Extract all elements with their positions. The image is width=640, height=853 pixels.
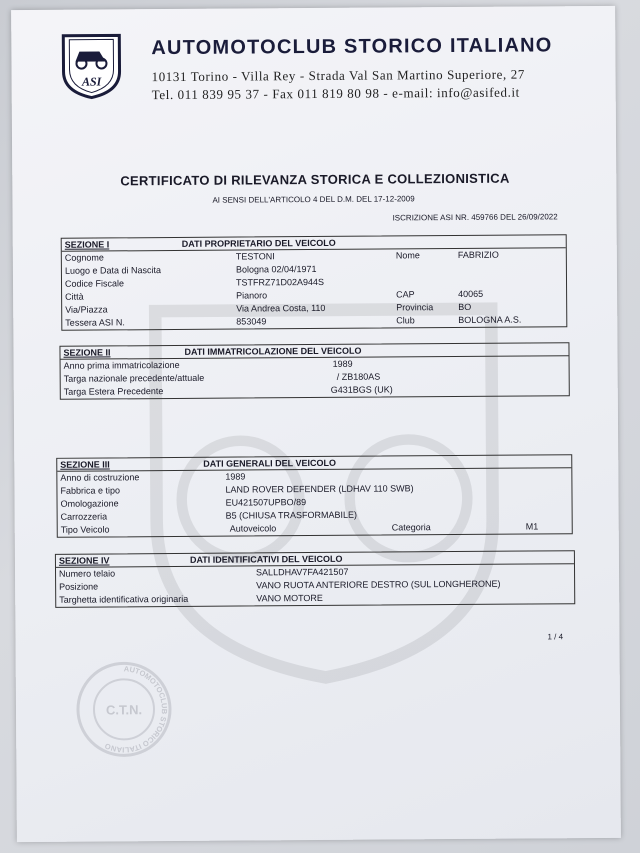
- table-row: Tessera ASI N. 853049 Club BOLOGNA A.S.: [65, 314, 522, 328]
- page-number: 1 / 4: [547, 632, 564, 642]
- section-registration: [59, 342, 569, 400]
- registration-number: ISCRIZIONE ASI NR. 459766 DEL 26/09/2022: [392, 212, 558, 223]
- certificate-page: [11, 6, 621, 842]
- section-title: DATI IMMATRICOLAZIONE DEL VEICOLO: [184, 345, 362, 357]
- document-title: CERTIFICATO DI RILEVANZA STORICA E COLLEZIONISTICA: [120, 170, 510, 189]
- embossed-stamp: [74, 659, 175, 760]
- svg-text:C.T.N.: C.T.N.: [105, 702, 143, 718]
- table-row: Anno prima immatricolazione 1989: [63, 358, 353, 371]
- svg-text:ASI: ASI: [81, 74, 102, 89]
- svg-text:AUTOMOTOCLUB STORICO ITALIANO: AUTOMOTOCLUB STORICO ITALIANO: [103, 664, 170, 755]
- section-title: DATI IDENTIFICATIVI DEL VEICOLO: [189, 553, 343, 565]
- table-row: Targa Estera Precedente G431BGS (UK): [63, 384, 393, 397]
- table-row: Codice Fiscale TSTFRZ71D02A944S: [64, 276, 325, 289]
- table-row: Targa nazionale precedente/attuale / ZB180AS: [63, 371, 381, 384]
- table-row: Via/Piazza Via Andrea Costa, 110 Provincia BO: [65, 301, 472, 315]
- section-general: [56, 454, 573, 538]
- asi-logo: [59, 31, 123, 99]
- table-row: Fabbrica e tipo LAND ROVER DEFENDER (LDHAV 110 SWB): [60, 483, 414, 496]
- table-row: Numero telaio SALLDHAV7FA421507: [59, 566, 349, 579]
- section-title: DATI PROPRIETARIO DEL VEICOLO: [181, 237, 336, 249]
- table-row: Carrozzeria B5 (CHIUSA TRASFORMABILE): [60, 509, 358, 522]
- org-contact: Tel. 011 839 95 37 - Fax 011 819 80 98 - e-mail: info@asifed.it: [151, 84, 520, 103]
- section-owner: [61, 234, 568, 331]
- document-subtitle: AI SENSI DELL'ARTICOLO 4 DEL D.M. DEL 17-12-2009: [212, 194, 415, 205]
- table-row: Posizione VANO RUOTA ANTERIORE DESTRO (SUL LONGHERONE): [59, 578, 501, 592]
- table-row: Anno di costruzione 1989: [60, 471, 246, 483]
- section-id: SEZIONE I: [64, 239, 110, 250]
- section-id: SEZIONE III: [60, 459, 110, 470]
- table-row: Omologazione EU421507UPBO/89: [60, 497, 307, 509]
- section-id: SEZIONE II: [63, 347, 111, 358]
- table-row: Tipo Veicolo Autoveicolo Categoria M1: [60, 521, 539, 535]
- section-identification: [55, 550, 575, 608]
- table-row: Luogo e Data di Nascita Bologna 02/04/1971: [64, 263, 317, 276]
- section-id: SEZIONE IV: [58, 555, 110, 566]
- table-row: Città Pianoro CAP 40065: [65, 288, 484, 302]
- table-row: Targhetta identificativa originaria VANO MOTORE: [59, 592, 323, 605]
- table-row: Cognome TESTONI Nome FABRIZIO: [64, 249, 499, 263]
- org-name: AUTOMOTOCLUB STORICO ITALIANO: [151, 34, 553, 60]
- section-title: DATI GENERALI DEL VEICOLO: [203, 457, 336, 469]
- org-address: 10131 Torino - Villa Rey - Strada Val San Martino Superiore, 27: [151, 66, 525, 85]
